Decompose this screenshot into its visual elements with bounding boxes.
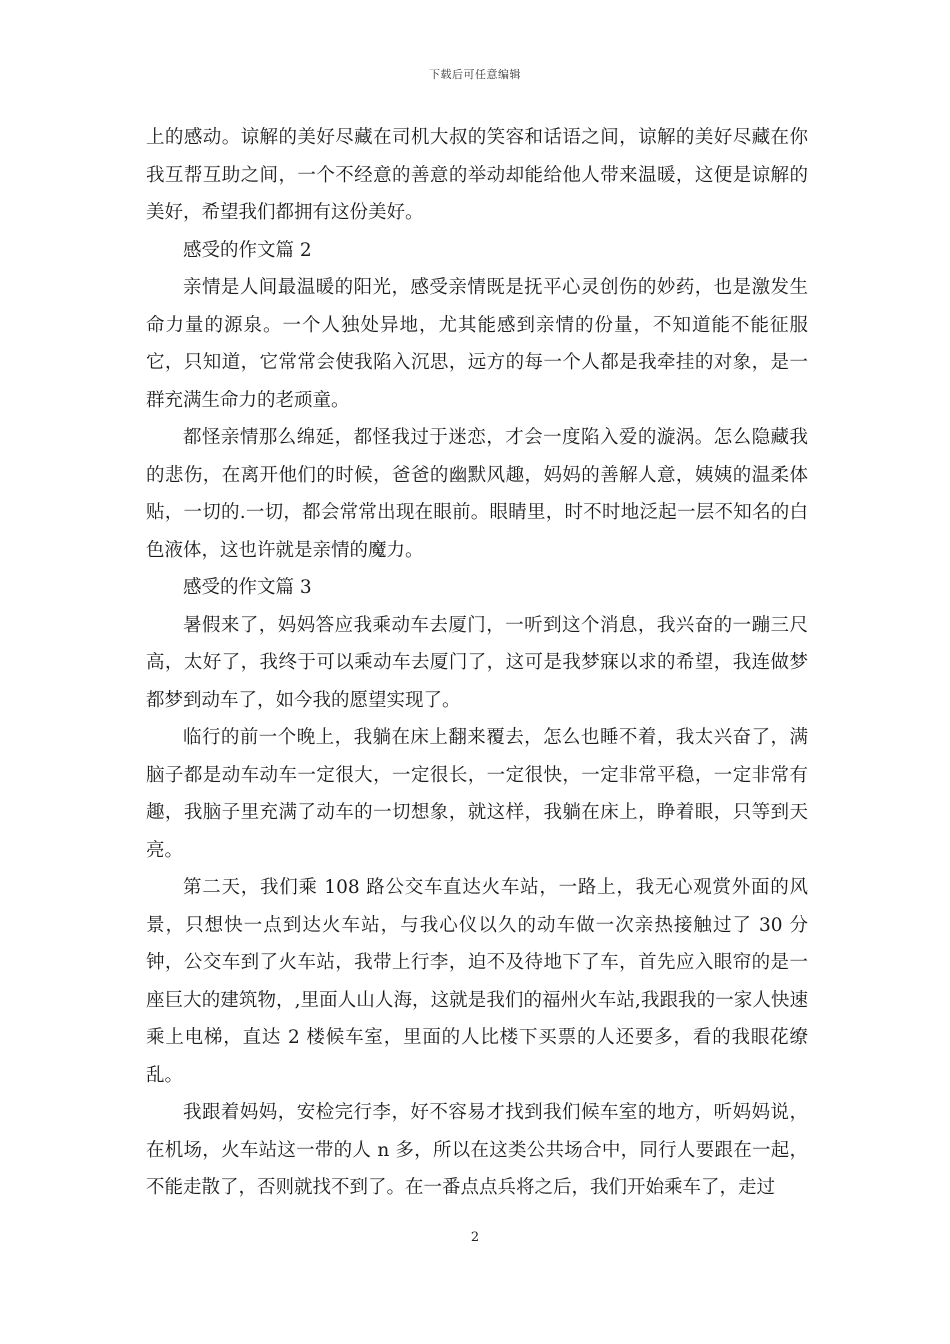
paragraph: 临行的前一个晚上，我躺在床上翻来覆去，怎么也睡不着，我太兴奋了，满脑子都是动车动车一定很大，一定很长，一定很快，一定非常平稳，一定非常有趣，我脑子里充满了动车的一切想象，就这样，我躺在床上，睁着眼，只等到天亮。	[146, 727, 808, 861]
paragraph: 亲情是人间最温暖的阳光，感受亲情既是抚平心灵创伤的妙药，也是激发生命力量的源泉。一个人独处异地，尤其能感到亲情的份量，不知道能不能征服它，只知道，它常常会使我陷入沉思，远方的每一个人都是我牵挂的对象，是一群充满生命力的老顽童。	[146, 277, 808, 411]
document-body	[146, 119, 808, 1207]
page-header: 下载后可任意编辑	[429, 68, 521, 81]
page-number: 2	[470, 1230, 480, 1245]
paragraph: 第二天，我们乘 108 路公交车直达火车站，一路上，我无心观赏外面的风景，只想快一点到达火车站，与我心仪以久的动车做一次亲热接触过了 30 分钟，公交车到了火车站，我带上行李，迫不及待地下了车，首先应入眼帘的是一座巨大的建筑物，,里面人山人海，这就是我们的福州火车站,我跟我的一家人快速乘上电梯，直达 2 楼候车室，里面的人比楼下买票的人还要多，看的我眼花缭乱。	[146, 877, 808, 1086]
section-heading-essay-2: 感受的作文篇 2	[183, 239, 312, 261]
section-heading-essay-3: 感受的作文篇 3	[183, 577, 312, 598]
paragraph: 都怪亲情那么绵延，都怪我过于迷恋，才会一度陷入爱的漩涡。怎么隐藏我的悲伤，在离开他们的时候，爸爸的幽默风趣，妈妈的善解人意，姨姨的温柔体贴，一切的.一切，都会常常出现在眼前。眼睛里，时不时地泛起一层不知名的白色液体，这也许就是亲情的魔力。	[146, 427, 808, 561]
paragraph: 我跟着妈妈，安检完行李，好不容易才找到我们候车室的地方，听妈妈说，在机场，火车站这一带的人 n 多，所以在这类公共场合中，同行人要跟在一起，不能走散了，否则就找不到了。在一番点点兵将之后，我们开始乘车了，走过	[146, 1102, 808, 1198]
paragraph: 暑假来了，妈妈答应我乘动车去厦门，一听到这个消息，我兴奋的一蹦三尺高，太好了，我终于可以乘动车去厦门了，这可是我梦寐以求的希望，我连做梦都梦到动车了，如今我的愿望实现了。	[146, 614, 808, 711]
paragraph-continuation: 上的感动。谅解的美好尽藏在司机大叔的笑容和话语之间，谅解的美好尽藏在你我互帮互助之间，一个不经意的善意的举动却能给他人带来温暖，这便是谅解的美好，希望我们都拥有这份美好。	[146, 127, 808, 223]
